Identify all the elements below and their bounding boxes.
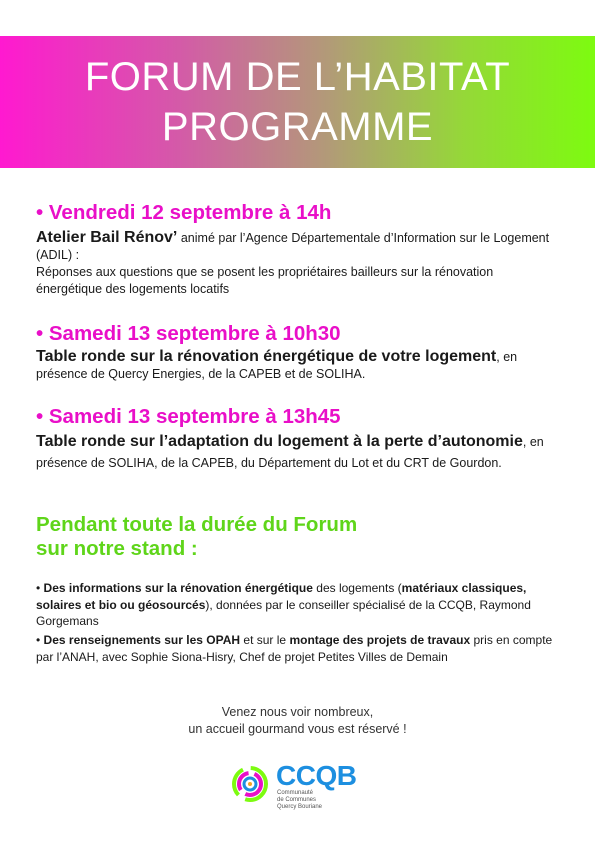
event-3-description xyxy=(36,431,561,474)
event-1-text: animé par l’Agence Départementale d’Information sur le Logement (ADIL) : xyxy=(36,231,550,262)
banner-subtitle: PROGRAMME xyxy=(161,105,434,149)
ccqb-logo xyxy=(232,756,362,816)
event-2-date: • Samedi 13 septembre à 10h30 xyxy=(36,322,341,345)
stand-section xyxy=(36,513,561,561)
event-1-details: Réponses aux questions que se posent les propriétaires bailleurs sur la rénovation énergétique des logements locatifs xyxy=(36,265,494,296)
stand-item-1-text2: ), données par le conseiller spécialisé de la CCQB, Raymond Gorgemans xyxy=(36,597,531,628)
closing-line-1: Venez nous voir nombreux, xyxy=(221,705,374,719)
event-1-lead: Atelier Bail Rénov’ xyxy=(36,229,178,246)
ccqb-sub-2: de Communes xyxy=(277,797,317,803)
stand-item-1 xyxy=(36,580,561,630)
event-2-text: , en présence de Quercy Energies, de la CAPEB et de SOLIHA. xyxy=(36,350,518,381)
stand-item-1-bold1: Des informations sur la rénovation énergétique xyxy=(43,581,313,595)
event-1 xyxy=(36,201,561,298)
event-3-date: • Samedi 13 septembre à 13h45 xyxy=(36,405,341,428)
event-3-text: , en présence de SOLIHA, de la CAPEB, du Département du Lot et du CRT de Gourdon. xyxy=(36,435,544,470)
ccqb-emblem-icon xyxy=(232,758,272,814)
event-1-date: • Vendredi 12 septembre à 14h xyxy=(36,201,332,224)
stand-title-line1: Pendant toute la durée du Forum xyxy=(36,513,358,536)
stand-item-1-text1: des logements ( xyxy=(312,581,402,595)
stand-item-2 xyxy=(36,632,561,665)
event-3 xyxy=(36,405,561,474)
event-1-description xyxy=(36,229,561,264)
stand-item-2-text2: pris en compte par l’ANAH, avec Sophie Siona-Hisry, Chef de projet Petites Villes de Demain xyxy=(36,633,553,664)
stand-item-2-bold2: montage des projets de travaux xyxy=(289,633,471,647)
ccqb-sub-1: Communauté xyxy=(277,790,314,796)
header-banner xyxy=(0,36,595,168)
event-2-lead: Table ronde sur la rénovation énergétique de votre logement xyxy=(36,348,497,365)
event-2-description xyxy=(36,348,561,383)
bullet: • xyxy=(36,633,44,647)
closing-message xyxy=(0,704,595,738)
stand-title-line2: sur notre stand : xyxy=(36,537,198,560)
stand-item-2-bold1: Des renseignements sur les OPAH xyxy=(43,633,241,647)
event-3-lead: Table ronde sur l’adaptation du logement à la perte d’autonomie xyxy=(36,433,523,450)
stand-item-2-text1: et sur le xyxy=(240,633,290,647)
event-2 xyxy=(36,322,561,383)
ccqb-name: CCQB xyxy=(276,760,357,791)
stand-item-1-bold2: matériaux classiques, solaires et bio ou géosourcés xyxy=(36,581,527,612)
ccqb-sub-3: Quercy Bouriane xyxy=(277,804,323,810)
ccqb-subtitle xyxy=(277,790,322,811)
closing-line-2: un accueil gourmand vous est réservé ! xyxy=(188,722,407,736)
banner-title: FORUM DE L’HABITAT xyxy=(84,55,511,99)
bullet: • xyxy=(36,581,44,595)
